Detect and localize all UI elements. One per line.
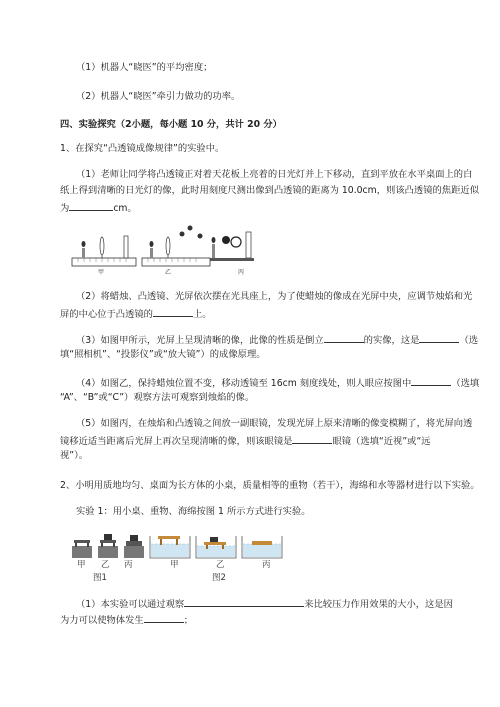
- p4-line1-part1: （4）如图乙，保持蜡烛位置不变，移动透镜至 16cm 刻度线处，则人眼应按图中: [76, 378, 412, 389]
- eye-b-icon: [188, 226, 193, 231]
- problem1-intro: 1、在探究“凸透镜成像规律”的实验中。: [60, 143, 225, 154]
- answer-blank-device[interactable]: [419, 332, 459, 343]
- weight-b: [104, 534, 112, 540]
- fig1-caption: 图1: [93, 573, 107, 583]
- fig-label-c: 丙: [238, 269, 245, 276]
- fig2-caption: 图2: [212, 573, 226, 583]
- bench-b: [142, 258, 210, 266]
- sponge-b: [98, 546, 118, 558]
- p5-line2-part2: 眼镜（选填“近视”或“远: [332, 436, 431, 447]
- p5-line2: [60, 433, 431, 448]
- sponge-c: [124, 546, 144, 558]
- exp1-text: 实验 1：用小桌、重物、海绵按图 1 所示方式进行实验。: [76, 506, 311, 517]
- answer-blank-glasses[interactable]: [292, 433, 332, 444]
- q1-line1-part1: （1）本实验可以通过观察: [76, 599, 185, 610]
- weight-c: [130, 535, 138, 541]
- p5-line1: （5）如图丙，在烛焰和凸透镜之间放一副眼镜，发现光屏上原来清晰的像变模糊了，将光屏向透: [76, 418, 473, 429]
- fig1-label-c: 丙: [124, 560, 133, 570]
- fig1-label-b: 乙: [101, 560, 110, 570]
- fig2-label-a: 甲: [170, 560, 179, 570]
- p4-line1: [76, 375, 479, 390]
- prev-question-2: （2）机器人“晓医”牵引力做功的功率。: [76, 91, 241, 102]
- problem2-intro: 2、小明用质地均匀、桌面为长方体的小桌，质量相等的重物（若干），海绵和水等器材进行以下实验。: [60, 480, 480, 491]
- q1-line2-part2: ；: [183, 615, 193, 626]
- figure-1-tables: [70, 530, 150, 560]
- p1-line3-prefix: 为: [60, 203, 70, 214]
- p1-line3-suffix: cm。: [113, 203, 137, 214]
- p5-line2-part1: 镜移近适当距离后光屏上再次呈现清晰的像，则该眼镜是: [60, 436, 293, 447]
- answer-blank-image-type[interactable]: [324, 332, 364, 343]
- lens-b: [166, 237, 170, 255]
- table-a: [158, 536, 180, 539]
- eye-a-icon: [180, 232, 185, 237]
- answer-blank-observation[interactable]: [184, 596, 304, 607]
- q1-line1: [76, 596, 453, 611]
- p2-line1: （2）将蜡烛、凸透镜、光屏依次摆在光具座上，为了使蜡烛的像成在光屏中央，应调节烛焰和光: [76, 291, 473, 302]
- p2-line2-prefix: 屏的中心位于凸透镜的: [60, 309, 153, 320]
- p1-line1: （1）老师让同学将凸透镜正对着天花板上亮着的日光灯并上下移动，直到平放在水平桌面上的白: [76, 169, 473, 180]
- p4-line2: “A”、“B”或“C”）观察方法可观察到烛焰的像。: [60, 392, 255, 403]
- eye-c-icon: [198, 234, 203, 239]
- table-c: [252, 541, 272, 545]
- p5-line3: 视”）。: [60, 450, 89, 461]
- p3-line1-part2: 的实像，这是: [363, 335, 420, 346]
- prev-question-1: （1）机器人“晓医”的平均密度；: [76, 62, 213, 73]
- p3-line1-part3: （选: [459, 335, 479, 346]
- p1-line2: 纸上得到清晰的日光灯的像，此时用刻度尺测出像到凸透镜的距离为 10.0cm，则该凸透镜的焦距近似: [60, 185, 479, 196]
- p3-line2: 填“照相机”、“投影仪”或“放大镜”）的成像原理。: [60, 349, 266, 360]
- p3-line1: [76, 332, 478, 347]
- screen-a: [124, 236, 128, 258]
- answer-blank-axis[interactable]: [153, 306, 193, 317]
- p2-line2-suffix: 上。: [192, 309, 212, 320]
- fig-label-a: 甲: [98, 269, 105, 276]
- p4-line1-part2: （选填: [451, 378, 480, 389]
- glasses-icon: [222, 236, 230, 244]
- lens-c: [231, 237, 241, 247]
- fig1-label-a: 甲: [77, 560, 86, 570]
- q1-line1-part2: 来比较压力作用效果的大小，这是因: [304, 599, 453, 610]
- table-b: [204, 542, 226, 545]
- candle-a: [82, 248, 85, 258]
- section-heading: 四、实验探究（2小题，每小题 10 分，共计 20 分）: [60, 119, 282, 130]
- p1-line3: [60, 200, 137, 215]
- fig-label-b: 乙: [165, 269, 172, 276]
- sponge-a: [72, 546, 92, 558]
- answer-blank-observe[interactable]: [411, 375, 451, 386]
- lens-a: [100, 237, 104, 255]
- screen-c: [246, 232, 251, 258]
- answer-blank-deformation[interactable]: [144, 612, 184, 623]
- fig2-label-b: 乙: [216, 560, 225, 570]
- bench-a: [72, 258, 136, 266]
- answer-blank-focal[interactable]: [69, 200, 113, 211]
- p2-line2: [60, 306, 212, 321]
- p3-line1-part1: （3）如图甲所示，光屏上呈现清晰的像，此像的性质是倒立: [76, 335, 324, 346]
- q1-line2-part1: 为力可以使物体发生: [60, 615, 144, 626]
- flame-c: [212, 237, 216, 243]
- q1-line2: [60, 612, 193, 627]
- flame-a: [82, 241, 86, 247]
- figure-2-water-tanks: [148, 532, 288, 560]
- optical-bench-figure: [70, 222, 260, 276]
- fig2-label-c: 丙: [262, 560, 271, 570]
